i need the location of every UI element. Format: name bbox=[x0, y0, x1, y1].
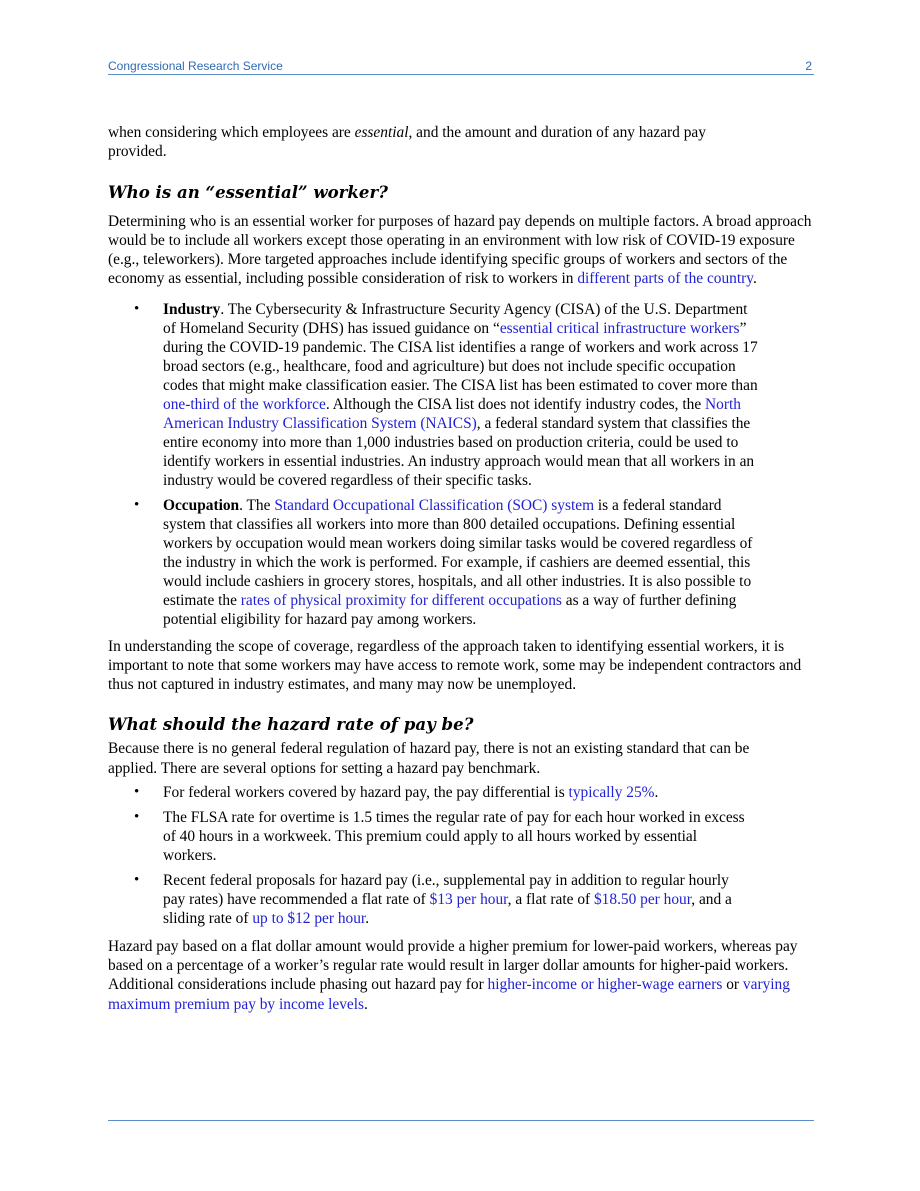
industry-text-2: ” during the COVID-19 pandemic. The CISA list identifies a range of workers and work across 17 broad sectors (e.g., healthcare, food and agriculture) but does not include specific occupation codes that might make classification easier. The CISA list has been estimated to cover more than bbox=[163, 319, 758, 394]
federal-text-end: . bbox=[654, 783, 659, 801]
essential-worker-paragraph bbox=[108, 212, 814, 288]
list-item-industry bbox=[108, 300, 759, 491]
link-one-third-of-workforce[interactable]: one-third of the workforce bbox=[163, 396, 326, 414]
bullet-marker: • bbox=[134, 496, 140, 513]
link-essential-critical-infrastructure-workers[interactable]: essential critical infrastructure workers bbox=[499, 319, 740, 337]
link-soc-system[interactable]: Standard Occupational Classification (SOC) system bbox=[274, 496, 595, 514]
proposals-text-1: Recent federal proposals for hazard pay (i.e., supplemental pay in addition to regular hourly pay rates) have recommended a flat rate of bbox=[163, 872, 729, 909]
list-item-federal-proposals bbox=[108, 871, 753, 928]
link-naics[interactable]: North American Industry Classification System (NAICS) bbox=[163, 396, 741, 433]
list-item-flsa-overtime bbox=[108, 808, 745, 865]
bullet-marker: • bbox=[134, 872, 140, 888]
list-item-occupation bbox=[108, 496, 759, 630]
link-18-50-per-hour[interactable]: $18.50 per hour bbox=[593, 891, 692, 909]
link-physical-proximity-rates[interactable]: rates of physical proximity for different occupations bbox=[240, 591, 562, 609]
hazard-rate-paragraph: Because there is no general federal regulation of hazard pay, there is not an existing standard that can be applied. There are several options for setting a hazard pay benchmark. bbox=[108, 740, 750, 777]
closing-text-3: . bbox=[364, 995, 368, 1013]
link-13-per-hour[interactable]: $13 per hour bbox=[429, 891, 508, 909]
occupation-text-1: . The bbox=[239, 496, 275, 514]
bullet-marker: • bbox=[134, 808, 140, 825]
proposals-text-4: . bbox=[365, 910, 370, 928]
federal-text: For federal workers covered by hazard pay, the pay differential is bbox=[163, 783, 569, 801]
page-number: 2 bbox=[805, 59, 812, 73]
section-heading-hazard-rate: What should the hazard rate of pay be? bbox=[108, 714, 474, 735]
section-heading-essential-worker: Who is an “essential” worker? bbox=[108, 182, 388, 203]
occupation-label: Occupation bbox=[163, 496, 240, 514]
intro-text: when considering which employees are bbox=[108, 124, 355, 141]
essential-approach-list bbox=[108, 300, 814, 630]
link-varying-maximum-premium-pay[interactable]: varying maximum premium pay by income levels bbox=[108, 976, 790, 1013]
paragraph-text-end: . bbox=[752, 270, 757, 288]
hazard-benchmark-list bbox=[108, 783, 814, 929]
intro-emphasis: essential bbox=[354, 124, 409, 141]
bullet-marker: • bbox=[134, 300, 140, 317]
page-header bbox=[108, 58, 814, 75]
proposals-text-3: , and a sliding rate of bbox=[163, 891, 732, 928]
link-typically-25-percent[interactable]: typically 25% bbox=[568, 783, 655, 801]
intro-paragraph bbox=[108, 123, 768, 161]
proposals-text-2: , a flat rate of bbox=[507, 891, 594, 909]
industry-text-1: . The Cybersecurity & Infrastructure Security Agency (CISA) of the U.S. Department of Homeland Security (DHS) has issued guidance on “ bbox=[163, 300, 748, 337]
closing-text-2: or bbox=[722, 976, 743, 994]
closing-text-1: Hazard pay based on a flat dollar amount would provide a higher premium for lower-paid workers, whereas pay based on a percentage of a worker’s regular rate would result in larger dollar amounts for higher-paid workers. Additional considerations include phasing out hazard pay for bbox=[108, 938, 798, 994]
industry-label: Industry bbox=[163, 300, 221, 318]
industry-text-3: . Although the CISA list does not identify industry codes, the bbox=[325, 396, 706, 414]
link-up-to-12-per-hour[interactable]: up to $12 per hour bbox=[252, 910, 366, 928]
list-item-federal-differential bbox=[108, 783, 763, 802]
paragraph-text: Determining who is an essential worker for purposes of hazard pay depends on multiple factors. A broad approach would be to include all workers except those operating in an environment with low risk of COVID-19 exposure (e.g., teleworkers). More targeted approaches include identifying specific groups of workers and sectors of the economy as essential, including possible consideration of risk to workers in bbox=[108, 213, 812, 288]
footer-rule bbox=[108, 1120, 814, 1121]
industry-text-4: , a federal standard system that classifies the entire economy into more than 1,000 industries based on production criteria, could be used to identify workers in essential industries. An industry approach would mean that all workers in an industry would be covered regardless of their specific tasks. bbox=[163, 415, 755, 490]
flsa-text: The FLSA rate for overtime is 1.5 times the regular rate of pay for each hour worked in excess of 40 hours in a workweek. This premium could apply to all hours worked by essential workers. bbox=[163, 808, 745, 864]
occupation-text-3: as a way of further defining potential eligibility for hazard pay among workers. bbox=[163, 591, 737, 629]
header-source: Congressional Research Service bbox=[108, 59, 283, 73]
flat-vs-percentage-paragraph bbox=[108, 937, 814, 1013]
document-body bbox=[108, 123, 814, 1014]
intro-text-end: , and the amount and duration of any hazard pay provided. bbox=[108, 124, 706, 161]
bullet-marker: • bbox=[134, 783, 140, 800]
link-different-parts-of-country[interactable]: different parts of the country bbox=[577, 270, 753, 288]
coverage-paragraph: In understanding the scope of coverage, regardless of the approach taken to identifying essential workers, it is important to note that some workers may have access to remote work, some may be independent contractors and thus not captured in industry estimates, and many may now be unemployed. bbox=[108, 638, 802, 694]
link-higher-income-earners[interactable]: higher-income or higher-wage earners bbox=[487, 976, 723, 994]
occupation-text-2: is a federal standard system that classifies all workers into more than 800 detailed occupations. Defining essential workers by occupation would mean workers doing similar tasks would be covered regardless of the industry in which the work is performed. For example, if cashiers are deemed essential, this would include cashiers in grocery stores, hospitals, and all other industries. It is also possible to estimate the bbox=[163, 496, 753, 609]
